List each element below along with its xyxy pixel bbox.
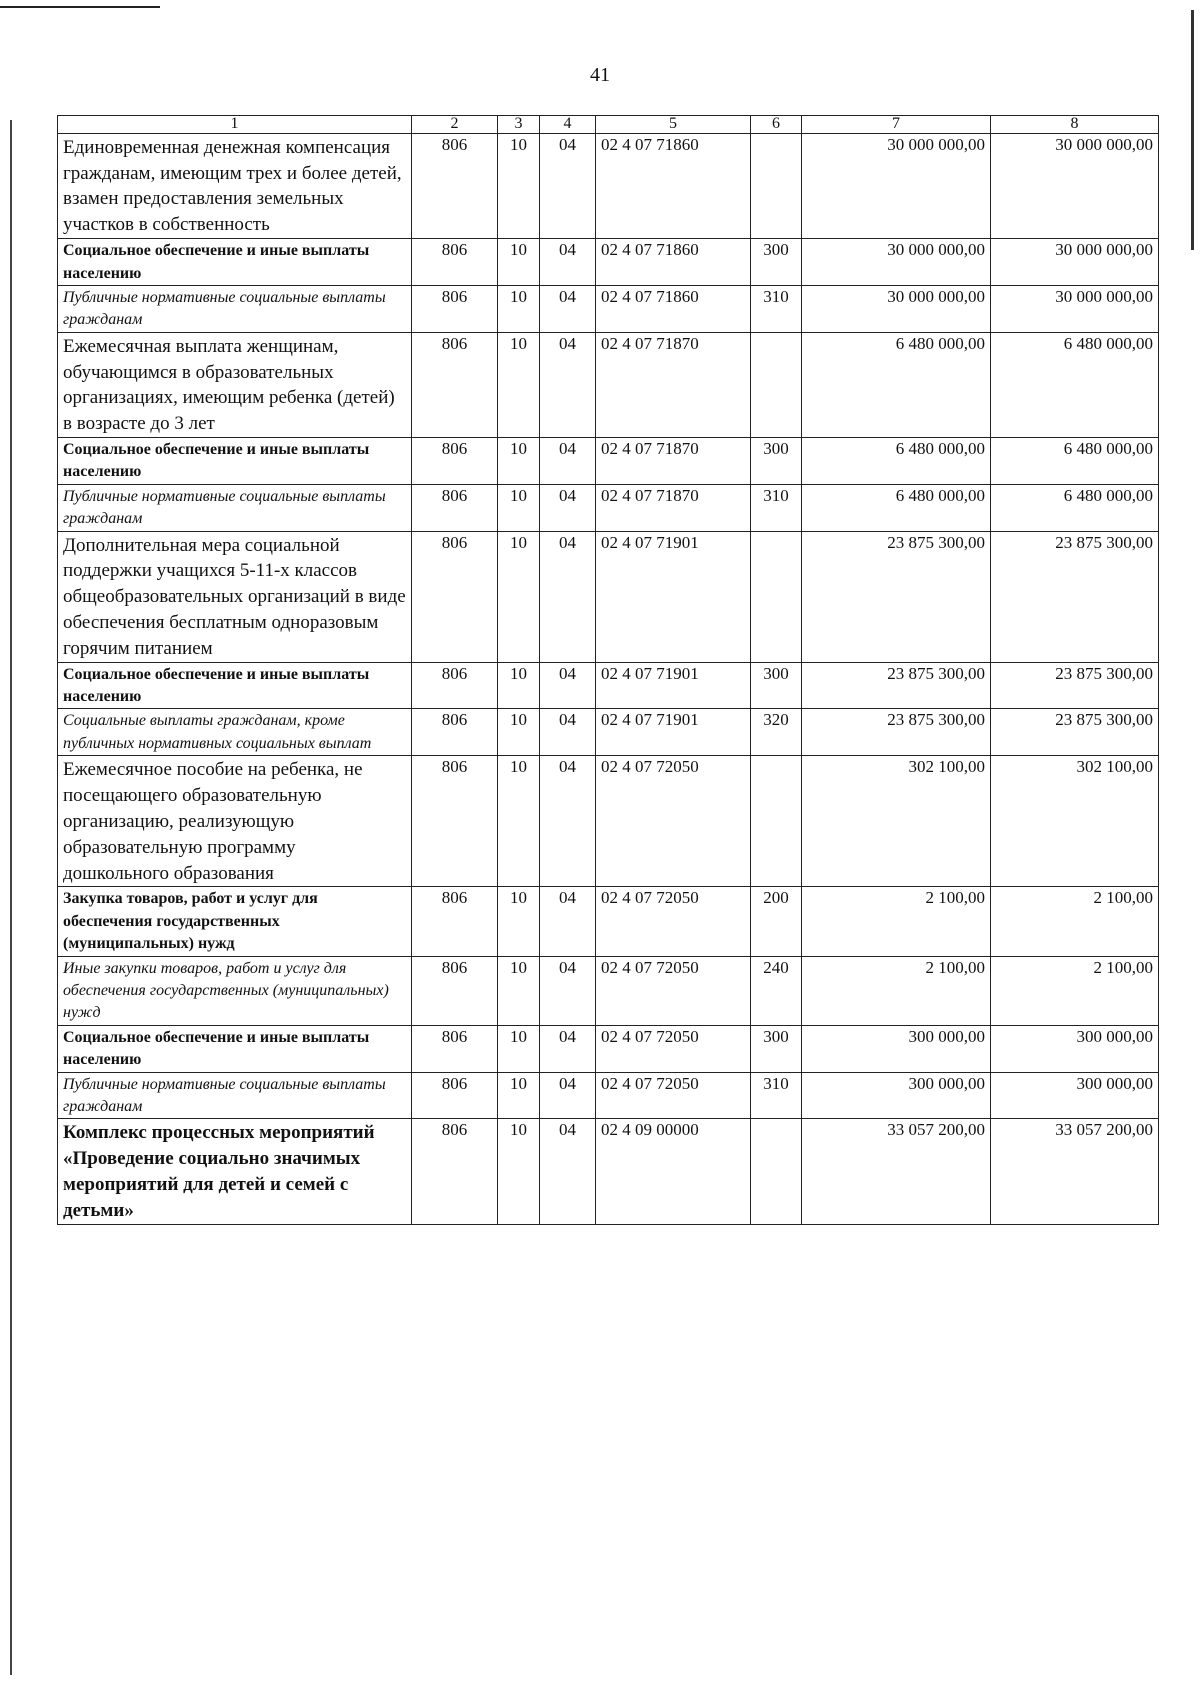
section-code-cell: 10 bbox=[498, 531, 540, 662]
subsection-code-cell: 04 bbox=[540, 484, 596, 531]
chapter-code-cell: 806 bbox=[412, 437, 498, 484]
expense-type-cell: 300 bbox=[751, 437, 802, 484]
scan-edge-line bbox=[1191, 10, 1194, 250]
table-row bbox=[58, 285, 1159, 332]
expense-type-cell: 300 bbox=[751, 239, 802, 286]
amount-year-1-cell: 33 057 200,00 bbox=[802, 1119, 991, 1224]
amount-year-2-cell: 30 000 000,00 bbox=[991, 285, 1159, 332]
name-cell: Единовременная денежная компенсация гражданам, имеющим трех и более детей, взамен предоставления земельных участков в собственность bbox=[58, 133, 412, 238]
amount-year-1-cell: 6 480 000,00 bbox=[802, 484, 991, 531]
subsection-code-cell: 04 bbox=[540, 1025, 596, 1072]
target-article-cell: 02 4 07 71870 bbox=[596, 437, 751, 484]
header-cell: 3 bbox=[498, 116, 540, 134]
name-cell: Социальные выплаты гражданам, кроме публичных нормативных социальных выплат bbox=[58, 709, 412, 756]
section-code-cell: 10 bbox=[498, 887, 540, 956]
target-article-cell: 02 4 07 71901 bbox=[596, 709, 751, 756]
chapter-code-cell: 806 bbox=[412, 531, 498, 662]
amount-year-2-cell: 300 000,00 bbox=[991, 1072, 1159, 1119]
chapter-code-cell: 806 bbox=[412, 484, 498, 531]
table-row bbox=[58, 1025, 1159, 1072]
section-code-cell: 10 bbox=[498, 437, 540, 484]
expense-type-cell: 310 bbox=[751, 285, 802, 332]
amount-year-1-cell: 6 480 000,00 bbox=[802, 332, 991, 437]
chapter-code-cell: 806 bbox=[412, 709, 498, 756]
amount-year-2-cell: 300 000,00 bbox=[991, 1025, 1159, 1072]
table-row bbox=[58, 1119, 1159, 1224]
subsection-code-cell: 04 bbox=[540, 531, 596, 662]
section-code-cell: 10 bbox=[498, 709, 540, 756]
subsection-code-cell: 04 bbox=[540, 709, 596, 756]
expense-type-cell: 240 bbox=[751, 956, 802, 1025]
chapter-code-cell: 806 bbox=[412, 956, 498, 1025]
amount-year-1-cell: 300 000,00 bbox=[802, 1072, 991, 1119]
table-row bbox=[58, 484, 1159, 531]
table-row bbox=[58, 332, 1159, 437]
expense-type-cell bbox=[751, 1119, 802, 1224]
amount-year-2-cell: 6 480 000,00 bbox=[991, 437, 1159, 484]
target-article-cell: 02 4 07 71901 bbox=[596, 531, 751, 662]
name-cell: Закупка товаров, работ и услуг для обеспечения государственных (муниципальных) нужд bbox=[58, 887, 412, 956]
section-code-cell: 10 bbox=[498, 956, 540, 1025]
name-cell: Публичные нормативные социальные выплаты гражданам bbox=[58, 285, 412, 332]
amount-year-2-cell: 33 057 200,00 bbox=[991, 1119, 1159, 1224]
amount-year-2-cell: 2 100,00 bbox=[991, 887, 1159, 956]
amount-year-1-cell: 6 480 000,00 bbox=[802, 437, 991, 484]
expense-type-cell: 300 bbox=[751, 662, 802, 709]
name-cell: Иные закупки товаров, работ и услуг для обеспечения государственных (муниципальных) нужд bbox=[58, 956, 412, 1025]
table-row bbox=[58, 709, 1159, 756]
name-cell: Социальное обеспечение и иные выплаты населению bbox=[58, 437, 412, 484]
amount-year-1-cell: 30 000 000,00 bbox=[802, 133, 991, 238]
section-code-cell: 10 bbox=[498, 239, 540, 286]
table-row bbox=[58, 756, 1159, 887]
table-row bbox=[58, 437, 1159, 484]
target-article-cell: 02 4 09 00000 bbox=[596, 1119, 751, 1224]
amount-year-2-cell: 6 480 000,00 bbox=[991, 332, 1159, 437]
expense-type-cell: 310 bbox=[751, 484, 802, 531]
target-article-cell: 02 4 07 72050 bbox=[596, 1072, 751, 1119]
table-row bbox=[58, 1072, 1159, 1119]
expense-type-cell bbox=[751, 133, 802, 238]
chapter-code-cell: 806 bbox=[412, 887, 498, 956]
amount-year-2-cell: 23 875 300,00 bbox=[991, 662, 1159, 709]
table-row bbox=[58, 531, 1159, 662]
amount-year-2-cell: 302 100,00 bbox=[991, 756, 1159, 887]
section-code-cell: 10 bbox=[498, 662, 540, 709]
target-article-cell: 02 4 07 72050 bbox=[596, 1025, 751, 1072]
amount-year-2-cell: 30 000 000,00 bbox=[991, 133, 1159, 238]
target-article-cell: 02 4 07 72050 bbox=[596, 956, 751, 1025]
subsection-code-cell: 04 bbox=[540, 1072, 596, 1119]
section-code-cell: 10 bbox=[498, 484, 540, 531]
name-cell: Ежемесячное пособие на ребенка, не посещающего образовательную организацию, реализующую образовательную программу дошкольного образования bbox=[58, 756, 412, 887]
section-code-cell: 10 bbox=[498, 285, 540, 332]
target-article-cell: 02 4 07 72050 bbox=[596, 887, 751, 956]
budget-table bbox=[57, 115, 1159, 1225]
section-code-cell: 10 bbox=[498, 1072, 540, 1119]
subsection-code-cell: 04 bbox=[540, 239, 596, 286]
target-article-cell: 02 4 07 71870 bbox=[596, 484, 751, 531]
scan-edge-line bbox=[0, 6, 160, 8]
header-cell: 1 bbox=[58, 116, 412, 134]
table-row bbox=[58, 133, 1159, 238]
chapter-code-cell: 806 bbox=[412, 332, 498, 437]
table-row bbox=[58, 239, 1159, 286]
amount-year-1-cell: 302 100,00 bbox=[802, 756, 991, 887]
subsection-code-cell: 04 bbox=[540, 1119, 596, 1224]
subsection-code-cell: 04 bbox=[540, 285, 596, 332]
amount-year-1-cell: 23 875 300,00 bbox=[802, 531, 991, 662]
section-code-cell: 10 bbox=[498, 133, 540, 238]
section-code-cell: 10 bbox=[498, 1119, 540, 1224]
subsection-code-cell: 04 bbox=[540, 756, 596, 887]
header-cell: 5 bbox=[596, 116, 751, 134]
target-article-cell: 02 4 07 71860 bbox=[596, 285, 751, 332]
amount-year-2-cell: 2 100,00 bbox=[991, 956, 1159, 1025]
header-cell: 6 bbox=[751, 116, 802, 134]
header-row bbox=[58, 116, 1159, 134]
name-cell: Социальное обеспечение и иные выплаты населению bbox=[58, 662, 412, 709]
amount-year-2-cell: 23 875 300,00 bbox=[991, 709, 1159, 756]
chapter-code-cell: 806 bbox=[412, 1072, 498, 1119]
name-cell: Социальное обеспечение и иные выплаты населению bbox=[58, 239, 412, 286]
table-row bbox=[58, 662, 1159, 709]
subsection-code-cell: 04 bbox=[540, 956, 596, 1025]
amount-year-1-cell: 2 100,00 bbox=[802, 956, 991, 1025]
header-cell: 4 bbox=[540, 116, 596, 134]
amount-year-1-cell: 23 875 300,00 bbox=[802, 662, 991, 709]
expense-type-cell bbox=[751, 756, 802, 887]
chapter-code-cell: 806 bbox=[412, 133, 498, 238]
chapter-code-cell: 806 bbox=[412, 285, 498, 332]
chapter-code-cell: 806 bbox=[412, 239, 498, 286]
expense-type-cell: 200 bbox=[751, 887, 802, 956]
section-code-cell: 10 bbox=[498, 332, 540, 437]
subsection-code-cell: 04 bbox=[540, 437, 596, 484]
chapter-code-cell: 806 bbox=[412, 756, 498, 887]
amount-year-1-cell: 2 100,00 bbox=[802, 887, 991, 956]
name-cell: Социальное обеспечение и иные выплаты населению bbox=[58, 1025, 412, 1072]
amount-year-2-cell: 23 875 300,00 bbox=[991, 531, 1159, 662]
chapter-code-cell: 806 bbox=[412, 1025, 498, 1072]
name-cell: Ежемесячная выплата женщинам, обучающимся в образовательных организациях, имеющим ребенка (детей) в возрасте до 3 лет bbox=[58, 332, 412, 437]
table-row bbox=[58, 887, 1159, 956]
amount-year-2-cell: 6 480 000,00 bbox=[991, 484, 1159, 531]
name-cell: Дополнительная мера социальной поддержки учащихся 5-11-х классов общеобразовательных организаций в виде обеспечения бесплатным одноразовым горячим питанием bbox=[58, 531, 412, 662]
header-cell: 7 bbox=[802, 116, 991, 134]
subsection-code-cell: 04 bbox=[540, 662, 596, 709]
expense-type-cell bbox=[751, 332, 802, 437]
header-cell: 2 bbox=[412, 116, 498, 134]
amount-year-1-cell: 30 000 000,00 bbox=[802, 239, 991, 286]
expense-type-cell: 320 bbox=[751, 709, 802, 756]
subsection-code-cell: 04 bbox=[540, 133, 596, 238]
section-code-cell: 10 bbox=[498, 1025, 540, 1072]
header-cell: 8 bbox=[991, 116, 1159, 134]
expense-type-cell: 310 bbox=[751, 1072, 802, 1119]
section-code-cell: 10 bbox=[498, 756, 540, 887]
page-number: 41 bbox=[590, 64, 610, 86]
target-article-cell: 02 4 07 71860 bbox=[596, 239, 751, 286]
amount-year-1-cell: 300 000,00 bbox=[802, 1025, 991, 1072]
target-article-cell: 02 4 07 71870 bbox=[596, 332, 751, 437]
table-row bbox=[58, 956, 1159, 1025]
target-article-cell: 02 4 07 71860 bbox=[596, 133, 751, 238]
name-cell: Публичные нормативные социальные выплаты гражданам bbox=[58, 1072, 412, 1119]
amount-year-2-cell: 30 000 000,00 bbox=[991, 239, 1159, 286]
subsection-code-cell: 04 bbox=[540, 887, 596, 956]
target-article-cell: 02 4 07 72050 bbox=[596, 756, 751, 887]
amount-year-1-cell: 23 875 300,00 bbox=[802, 709, 991, 756]
amount-year-1-cell: 30 000 000,00 bbox=[802, 285, 991, 332]
expense-type-cell: 300 bbox=[751, 1025, 802, 1072]
expense-type-cell bbox=[751, 531, 802, 662]
chapter-code-cell: 806 bbox=[412, 1119, 498, 1224]
chapter-code-cell: 806 bbox=[412, 662, 498, 709]
subsection-code-cell: 04 bbox=[540, 332, 596, 437]
target-article-cell: 02 4 07 71901 bbox=[596, 662, 751, 709]
name-cell: Комплекс процессных мероприятий «Проведение социально значимых мероприятий для детей и семей с детьми» bbox=[58, 1119, 412, 1224]
scan-edge-line bbox=[10, 120, 12, 1675]
name-cell: Публичные нормативные социальные выплаты гражданам bbox=[58, 484, 412, 531]
